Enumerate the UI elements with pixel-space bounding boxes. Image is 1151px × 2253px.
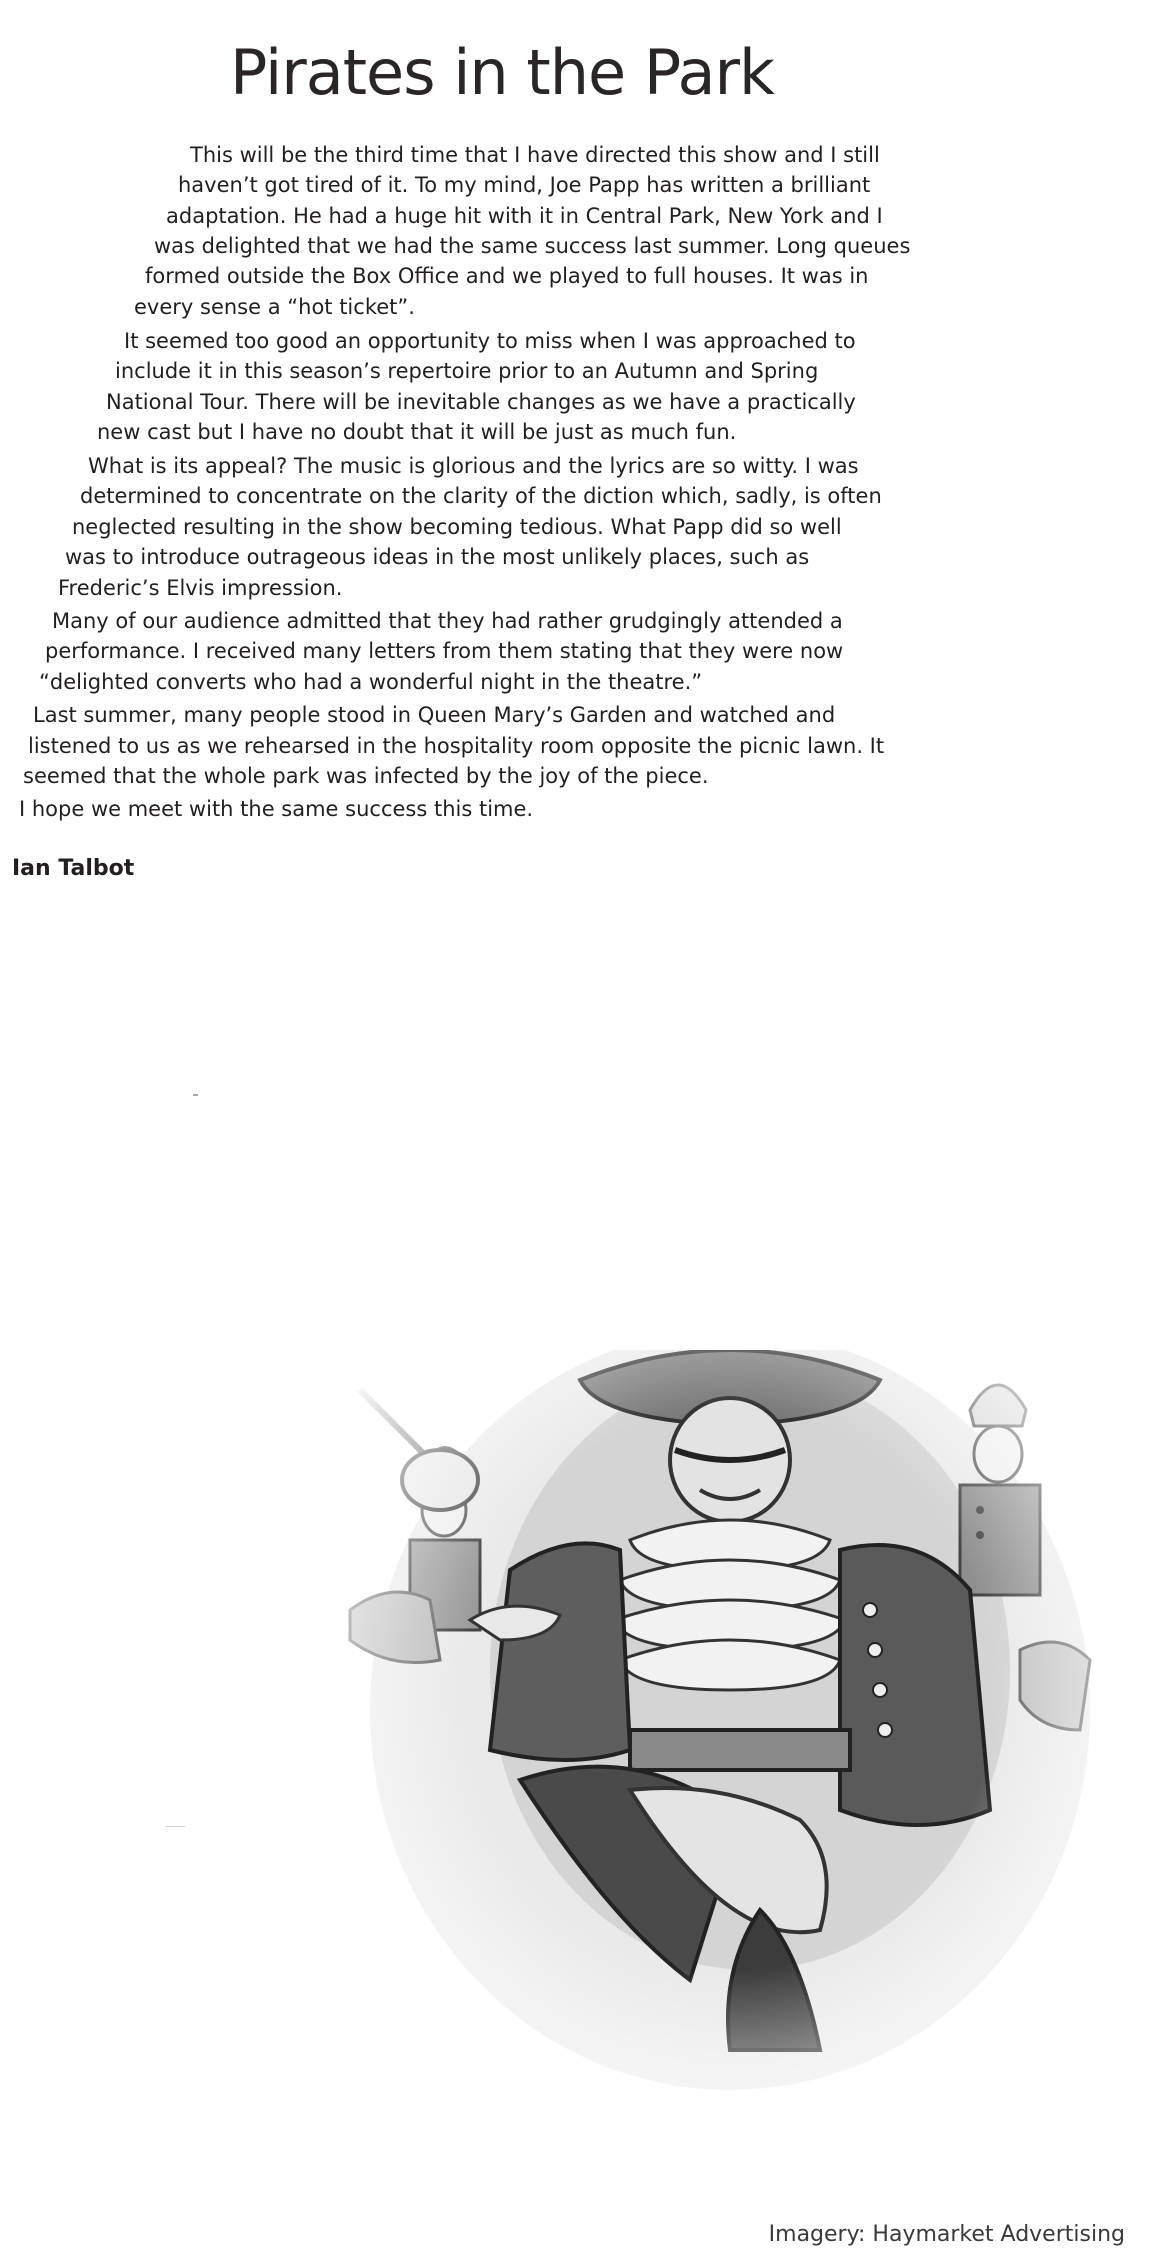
text-line: was to introduce outrageous ideas in the most unlikely places, such as bbox=[65, 545, 810, 569]
text-line: Many of our audience admitted that they had rather grudgingly attended a bbox=[52, 609, 843, 633]
text-line: Frederic’s Elvis impression. bbox=[58, 576, 343, 600]
author-signature: Ian Talbot bbox=[12, 856, 135, 881]
text-line: Last summer, many people stood in Queen Mary’s Garden and watched and bbox=[33, 703, 836, 727]
text-line: listened to us as we rehearsed in the hospitality room opposite the picnic lawn. It bbox=[28, 734, 885, 758]
text-line: National Tour. There will be inevitable changes as we have a practically bbox=[106, 390, 856, 414]
text-line: I hope we meet with the same success this time. bbox=[19, 797, 534, 821]
text-line: new cast but I have no doubt that it will be just as much fun. bbox=[97, 420, 737, 444]
pirate-king-illustration-icon bbox=[330, 1350, 1130, 2200]
text-line: include it in this season’s repertoire prior to an Autumn and Spring bbox=[115, 359, 819, 383]
text-line: seemed that the whole park was infected by the joy of the piece. bbox=[23, 764, 709, 788]
text-line: neglected resulting in the show becoming tedious. What Papp did so well bbox=[72, 515, 842, 539]
image-credit: Imagery: Haymarket Advertising bbox=[768, 2222, 1125, 2247]
text-line: haven’t got tired of it. To my mind, Joe Papp has written a brilliant bbox=[178, 173, 871, 197]
text-line: was delighted that we had the same success last summer. Long queues bbox=[154, 234, 911, 258]
text-line: adaptation. He had a huge hit with it in Central Park, New York and I bbox=[166, 204, 883, 228]
scan-speck bbox=[193, 1094, 198, 1096]
text-line: This will be the third time that I have directed this show and I still bbox=[190, 143, 880, 167]
page-title: Pirates in the Park bbox=[230, 36, 774, 109]
text-line: determined to concentrate on the clarity of the diction which, sadly, is often bbox=[80, 484, 882, 508]
text-line: “delighted converts who had a wonderful night in the theatre.” bbox=[39, 670, 703, 694]
text-line: What is its appeal? The music is glorious and the lyrics are so witty. I was bbox=[88, 454, 859, 478]
text-line: formed outside the Box Office and we played to full houses. It was in bbox=[145, 264, 869, 288]
text-line: performance. I received many letters from them stating that they were now bbox=[45, 639, 844, 663]
text-line: It seemed too good an opportunity to miss when I was approached to bbox=[124, 329, 856, 353]
scan-speck bbox=[165, 1826, 185, 1827]
text-line: every sense a “hot ticket”. bbox=[134, 295, 415, 319]
